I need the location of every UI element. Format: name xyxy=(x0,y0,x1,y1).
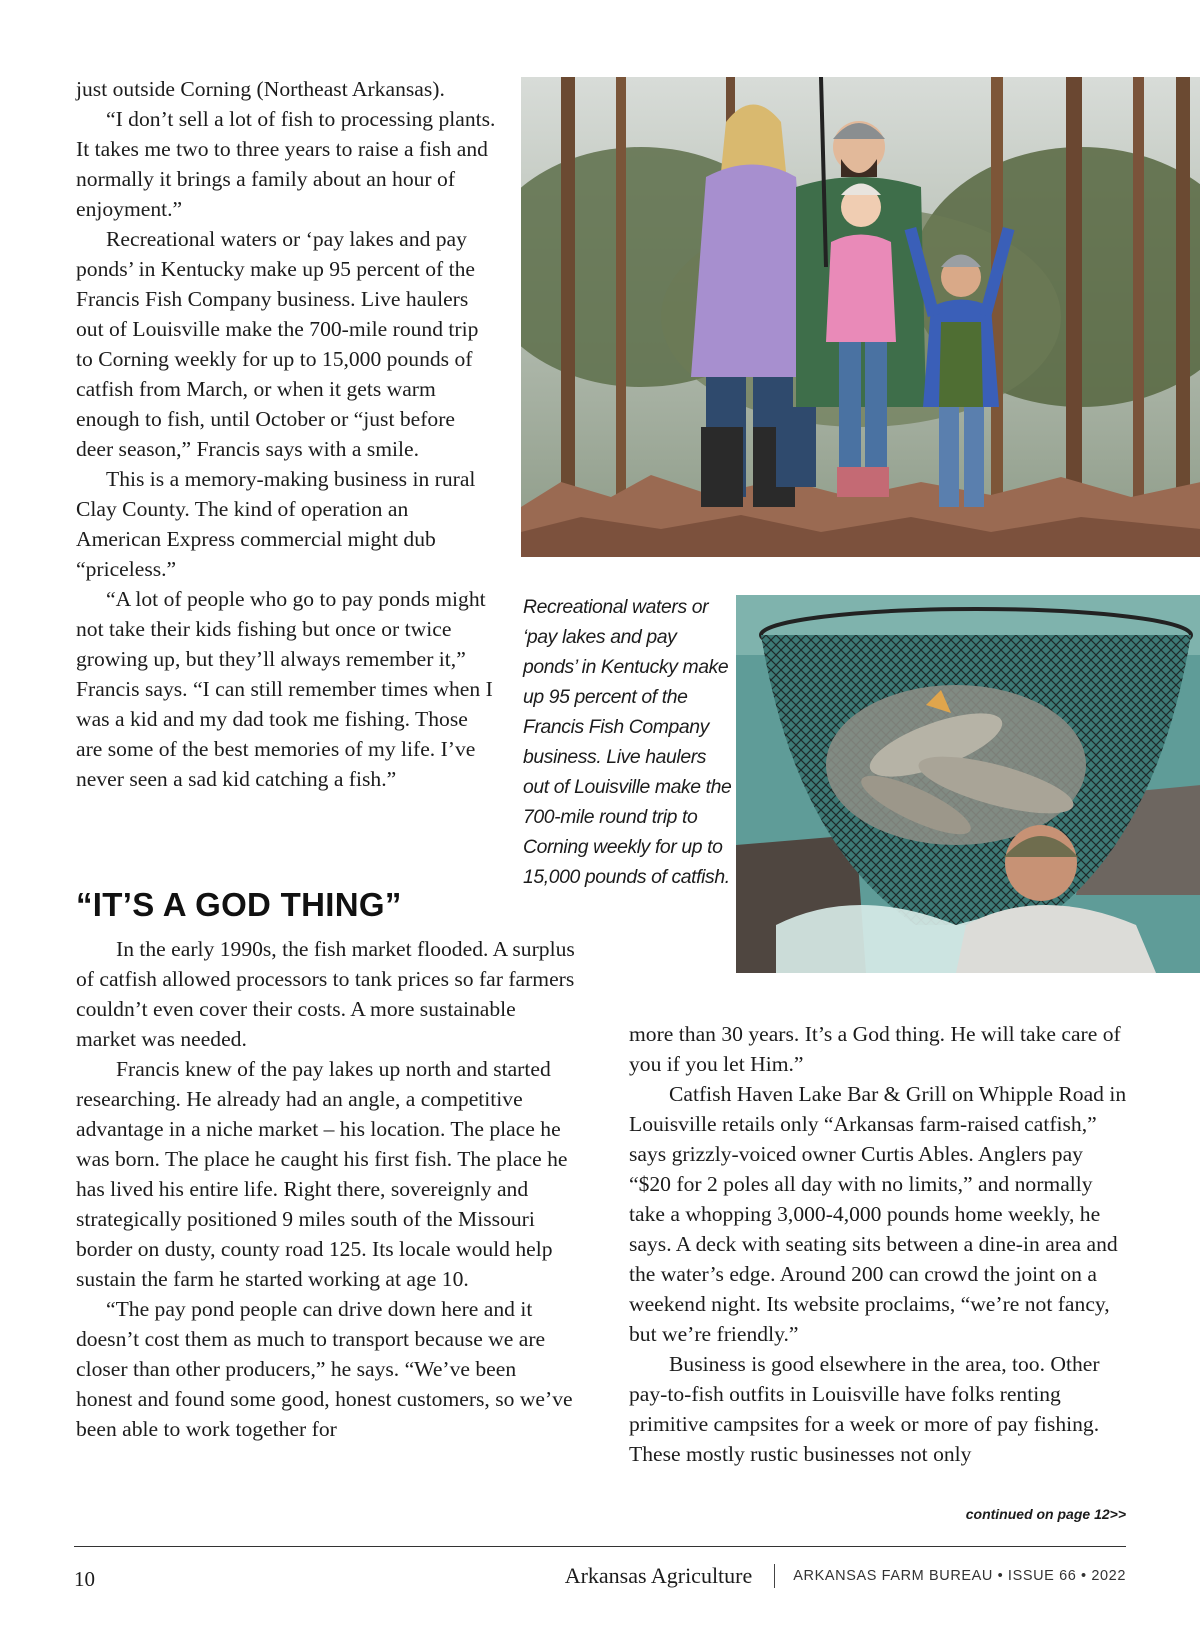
page-number: 10 xyxy=(74,1567,95,1591)
paragraph: This is a memory-making business in rural Clay County. The kind of operation an American Express commercial might dub “priceless.” xyxy=(76,467,476,581)
paragraph: Francis knew of the pay lakes up north and started researching. He already had an angle, a competitive advantage in a niche market – his location. The place he was born. The place he caught his first fish. The place he has lived his entire life. Right there, sovereignly and strategically positioned 9 miles south of the Missouri border on dusty, county road 125. Its locale would help sustain the farm he started working at age 10. xyxy=(76,1057,568,1291)
paragraph: Business is good elsewhere in the area, too. Other pay-to-fish outfits in Louisville have folks renting primitive campsites for a week or more of pay fishing. These mostly rustic businesses not only xyxy=(629,1352,1100,1466)
photo-caption: Recreational waters or ‘pay lakes and pay ponds’ in Kentucky make up 95 percent of the Francis Fish Company business. Live haulers out of Louisville make the 700-mile round trip to Corning weekly for up to 15,000 pounds of catfish. xyxy=(523,596,732,888)
paragraph: In the early 1990s, the fish market flooded. A surplus of catfish allowed processors to tank prices so far farmers couldn’t even cover their costs. A more sustainable market was needed. xyxy=(76,937,575,1051)
paragraph: “A lot of people who go to pay ponds might not take their kids fishing but once or twice growing up, but they’ll always remember it,” Francis says. “I can still remember times when I was a kid and my dad took me fishing. Those are some of the best memories of my life. I’ve never seen a sad kid catching a fish.” xyxy=(76,587,493,791)
family-fishing-photo xyxy=(521,77,1200,557)
magazine-title: Arkansas Agriculture xyxy=(564,1563,753,1588)
section-heading: “IT’S A GOD THING” xyxy=(76,886,402,923)
publication-meta: ARKANSAS FARM BUREAU • ISSUE 66 • 2022 xyxy=(793,1568,1126,1584)
fish-net-photo xyxy=(736,595,1200,973)
continued-note: continued on page 12>> xyxy=(965,1506,1126,1522)
paragraph: just outside Corning (Northeast Arkansas). xyxy=(76,77,445,101)
paragraph: Catfish Haven Lake Bar & Grill on Whipple Road in Louisville retails only “Arkansas farm-raised catfish,” says grizzly-voiced owner Curtis Ables. Anglers pay “$20 for 2 poles all day with no limits,” and normally take a whopping 3,000-4,000 pounds home weekly, he says. A deck with seating sits between a dine-in area and the water’s edge. Around 200 can crowd the joint on a weekend night. Its website proclaims, “we’re not fancy, but we’re friendly.” xyxy=(629,1082,1127,1346)
footer-rule xyxy=(74,1546,1126,1547)
footer-publication xyxy=(565,1563,1126,1589)
paragraph: “I don’t sell a lot of fish to processing plants. It takes me two to three years to raise a fish and normally it brings a family about an hour of enjoyment.” xyxy=(76,107,496,221)
footer-divider xyxy=(774,1564,775,1588)
article-column-right-bottom xyxy=(629,1019,1129,1469)
article-column-left-bottom xyxy=(76,934,576,1444)
paragraph: more than 30 years. It’s a God thing. He will take care of you if you let Him.” xyxy=(629,1022,1121,1076)
article-column-left-top xyxy=(76,74,496,794)
paragraph: “The pay pond people can drive down here and it doesn’t cost them as much to transport because we are closer than other producers,” he says. “We’ve been honest and found some good, honest customers, so we’ve been able to work together for xyxy=(76,1297,573,1441)
paragraph: Recreational waters or ‘pay lakes and pay ponds’ in Kentucky make up 95 percent of the Francis Fish Company business. Live haulers out of Louisville make the 700-mile round trip to Corning weekly for up to 15,000 pounds of catfish from March, or when it gets warm enough to fish, until October or “just before deer season,” Francis says with a smile. xyxy=(76,227,479,461)
